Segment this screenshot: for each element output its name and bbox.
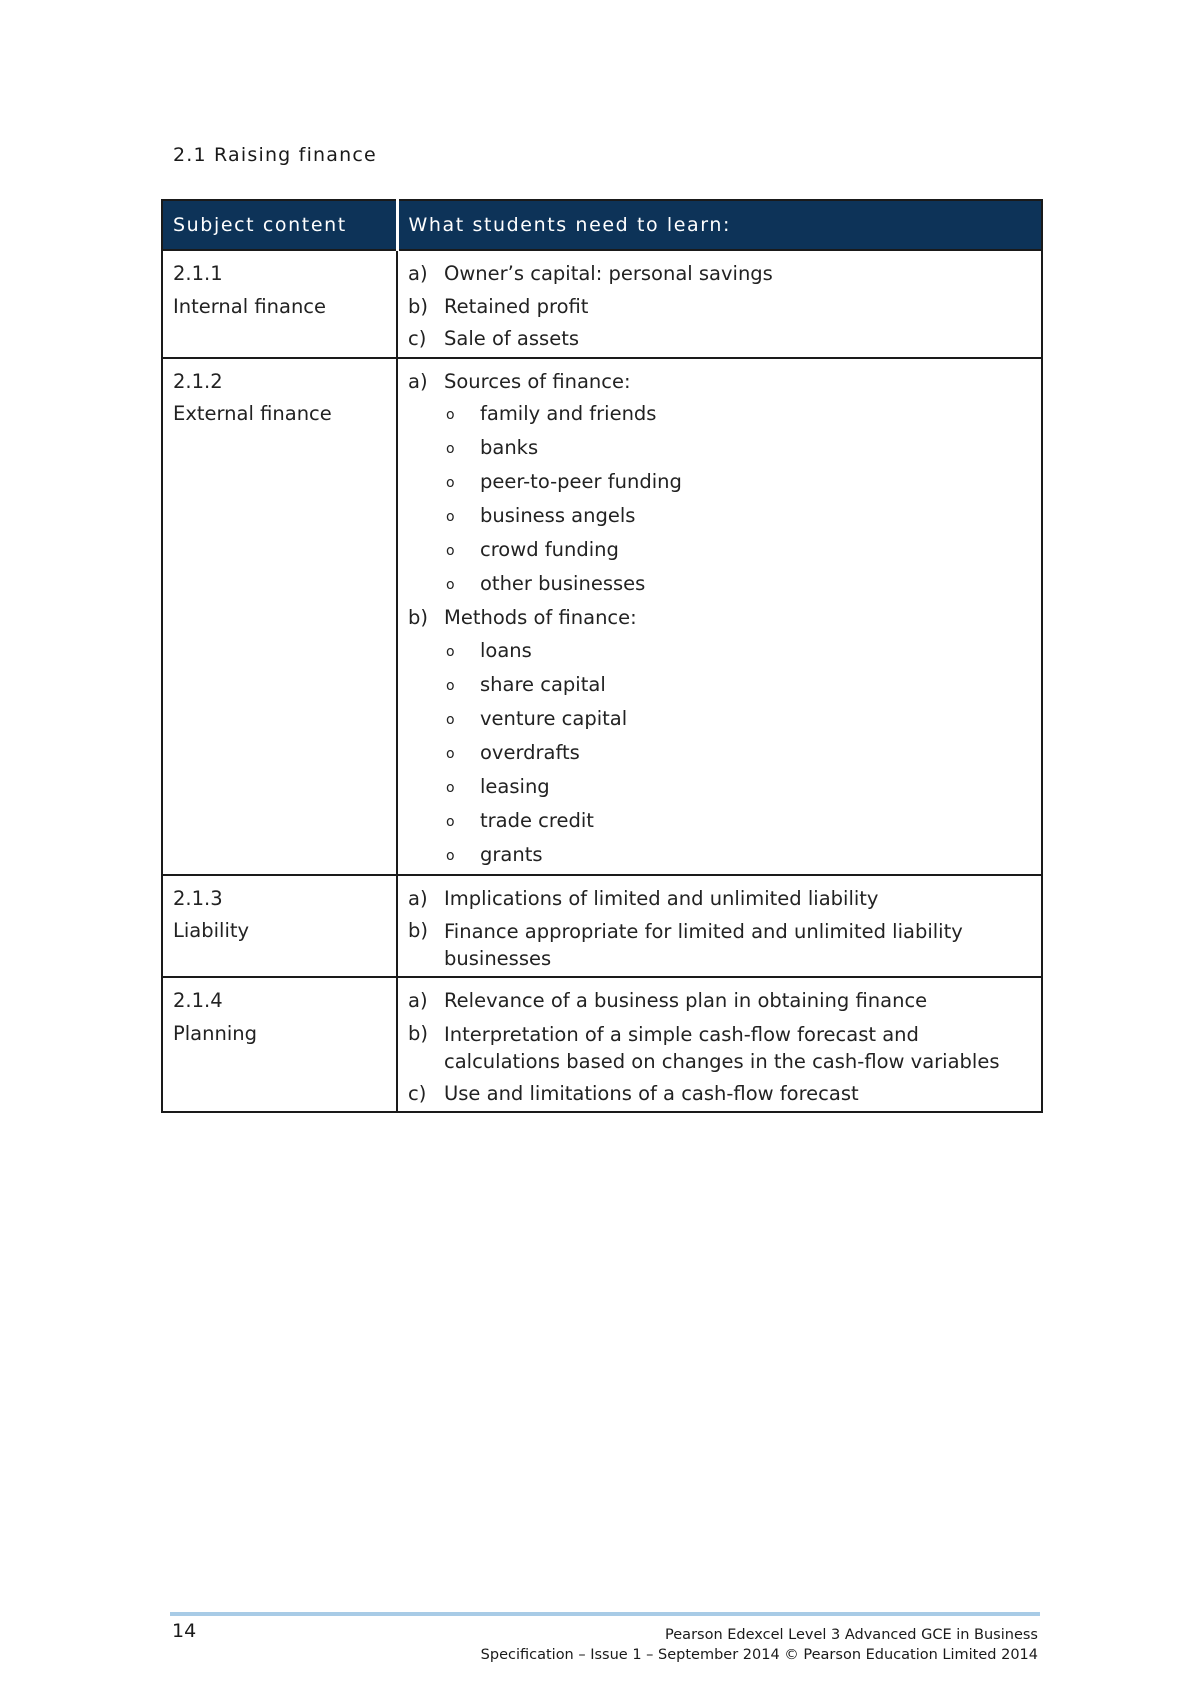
- bullet-text: crowd funding: [480, 538, 619, 561]
- topic-title: Internal finance: [173, 294, 327, 318]
- topic-title: Liability: [173, 919, 250, 942]
- subject-content-cell: [162, 875, 397, 978]
- bullet-circle-icon: o: [446, 577, 455, 593]
- item-text: Finance appropriate for limited and unlimited liability businesses: [444, 920, 963, 970]
- item-text: Implications of limited and unlimited liability: [444, 886, 879, 910]
- subject-content-cell: [162, 358, 397, 875]
- bullet-circle-icon: o: [446, 407, 455, 423]
- topic-code: 2.1.2: [173, 369, 223, 393]
- table-row: [162, 875, 1042, 978]
- bullet-circle-icon: o: [446, 779, 455, 796]
- bullet-circle-icon: o: [446, 847, 455, 864]
- learning-content-cell: [397, 977, 1042, 1112]
- subject-content-cell: [162, 977, 397, 1112]
- bullet-item: [408, 398, 1031, 432]
- learning-content-cell: [397, 358, 1042, 875]
- bullet-item: [408, 669, 1031, 703]
- bullet-text: family and friends: [480, 402, 657, 425]
- item-text: Sources of finance:: [444, 369, 631, 393]
- page-number: 14: [172, 1620, 197, 1642]
- item-letter: b): [408, 294, 428, 318]
- bullet-item: [408, 500, 1031, 534]
- topic-title: Planning: [173, 1021, 257, 1045]
- item-letter: b): [408, 919, 428, 942]
- bullet-circle-icon: o: [446, 745, 455, 762]
- bullet-item: [408, 534, 1031, 568]
- bullet-circle-icon: o: [446, 475, 455, 491]
- item-text: Interpretation of a simple cash-flow forecast and calculations based on changes in the cash-flow variables: [444, 1022, 1000, 1073]
- item-text: Sale of assets: [444, 327, 580, 350]
- topic-code: 2.1.1: [173, 262, 223, 285]
- bullet-item: [408, 805, 1031, 839]
- bullet-circle-icon: o: [446, 711, 455, 728]
- topic-code: 2.1.3: [173, 886, 223, 910]
- list-item: [408, 602, 1031, 635]
- bullet-item: [408, 839, 1031, 873]
- list-item: [408, 258, 1031, 291]
- item-letter: b): [408, 1021, 428, 1045]
- subject-content-table: [161, 199, 1043, 1113]
- bullet-circle-icon: o: [446, 543, 455, 559]
- bullet-text: other businesses: [480, 572, 646, 595]
- item-text: Relevance of a business plan in obtaining finance: [444, 989, 928, 1012]
- item-letter: c): [408, 1081, 427, 1105]
- bullet-circle-icon: o: [446, 643, 455, 660]
- bullet-text: banks: [480, 436, 539, 459]
- bullet-circle-icon: o: [446, 509, 455, 525]
- list-item: [408, 366, 1031, 399]
- table-header-row: [162, 200, 1042, 250]
- learning-content-cell: [397, 250, 1042, 358]
- table-body: [162, 250, 1042, 1112]
- bullet-text: business angels: [480, 504, 636, 527]
- item-text: Owner’s capital: personal savings: [444, 262, 773, 285]
- item-letter: a): [408, 369, 428, 393]
- footer-line-2: Specification – Issue 1 – September 2014 © Pearson Education Limited 2014: [480, 1647, 1038, 1663]
- bullet-text: venture capital: [480, 706, 628, 730]
- bullet-text: loans: [480, 638, 532, 662]
- bullet-circle-icon: o: [446, 813, 455, 830]
- bullet-text: overdrafts: [480, 740, 580, 764]
- bullet-item: [408, 568, 1031, 602]
- section-heading: 2.1 Raising finance: [173, 144, 377, 166]
- bullet-item: [408, 737, 1031, 771]
- bullet-item: [408, 466, 1031, 500]
- footer-divider: [170, 1612, 1040, 1616]
- header-subject-content: Subject content: [162, 200, 397, 250]
- list-item: [408, 883, 1031, 916]
- table-row: [162, 358, 1042, 875]
- item-letter: c): [408, 327, 427, 350]
- subject-content-cell: [162, 250, 397, 358]
- bullet-item: [408, 635, 1031, 669]
- bullet-text: grants: [480, 842, 543, 866]
- list-item: [408, 1078, 1031, 1111]
- list-item: [408, 323, 1031, 356]
- bullet-circle-icon: o: [446, 677, 455, 694]
- list-item: [408, 985, 1031, 1018]
- table-row: [162, 250, 1042, 358]
- list-item: [408, 291, 1031, 324]
- bullet-text: share capital: [480, 672, 606, 696]
- item-text: Methods of finance:: [444, 606, 637, 629]
- item-text: Use and limitations of a cash-flow forecast: [444, 1081, 859, 1105]
- bullet-item: [408, 703, 1031, 737]
- bullet-item: [408, 771, 1031, 805]
- bullet-text: peer-to-peer funding: [480, 470, 682, 493]
- list-item: [408, 1018, 1031, 1078]
- footer-text: [481, 1625, 1038, 1665]
- footer-line-1: Pearson Edexcel Level 3 Advanced GCE in Business: [665, 1627, 1038, 1643]
- item-letter: a): [408, 989, 428, 1012]
- bullet-circle-icon: o: [446, 441, 455, 457]
- list-item: [408, 915, 1031, 975]
- topic-title: External finance: [173, 402, 332, 425]
- item-letter: b): [408, 606, 428, 629]
- item-text: Retained profit: [444, 294, 589, 318]
- item-letter: a): [408, 262, 428, 285]
- bullet-text: trade credit: [480, 808, 594, 832]
- bullet-text: leasing: [480, 774, 550, 798]
- learning-content-cell: [397, 875, 1042, 978]
- header-what-students-learn: What students need to learn:: [397, 200, 1042, 250]
- topic-code: 2.1.4: [173, 989, 223, 1012]
- item-letter: a): [408, 886, 428, 910]
- table-row: [162, 977, 1042, 1112]
- bullet-item: [408, 432, 1031, 466]
